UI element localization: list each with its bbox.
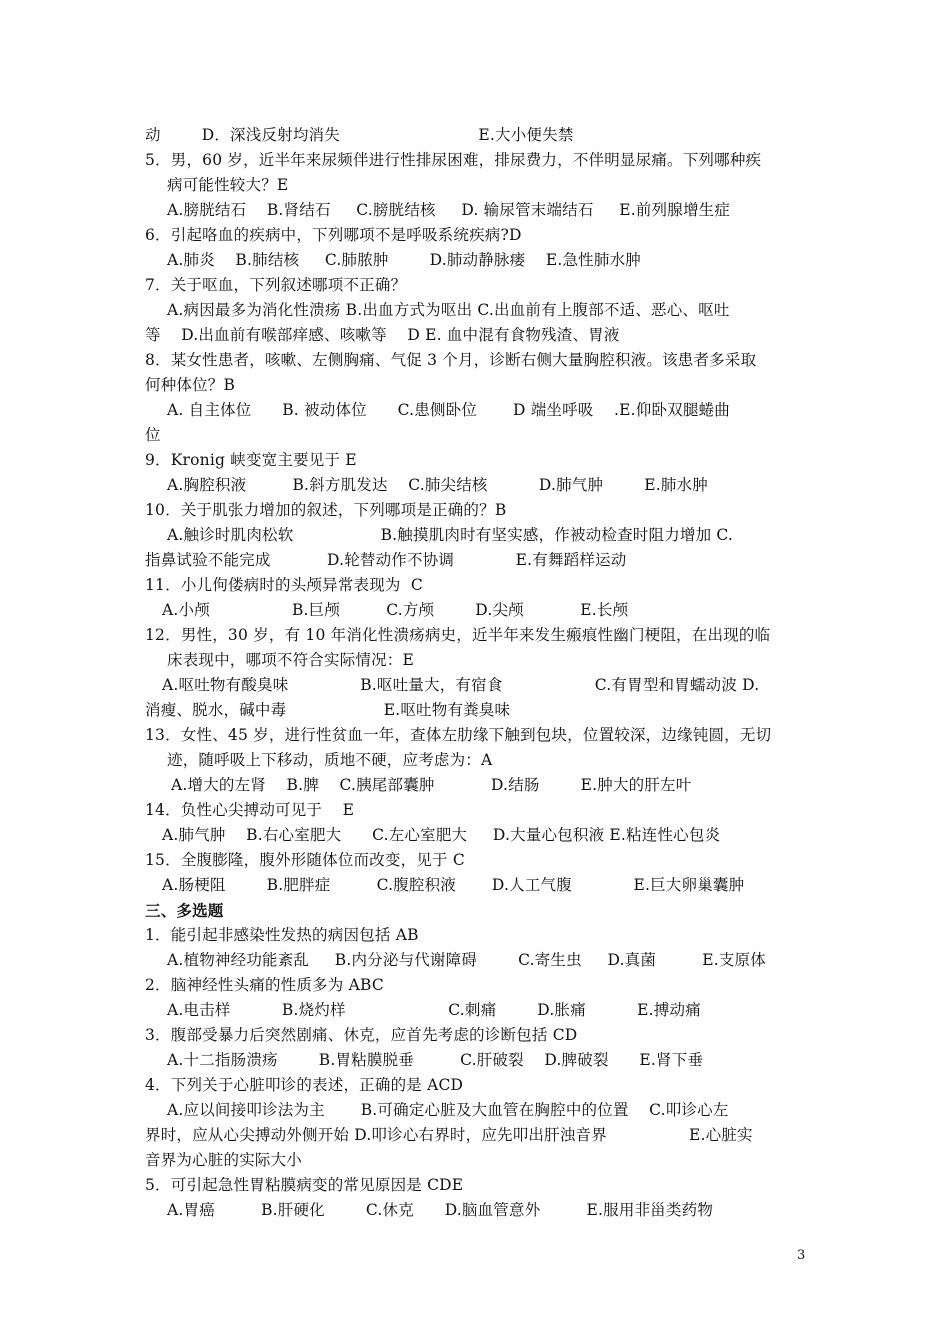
text-line: 界时，应从心尖搏动外侧开始 D.叩诊心右界时，应先叩出肝浊音界 E.心脏实 — [145, 1126, 753, 1144]
text-line: A.肺气肿 B.右心室肥大 C.左心室肥大 D.大量心包积液 E.粘连性心包炎 — [162, 826, 721, 844]
text-line: 6．引起咯血的疾病中，下列哪项不是呼吸系统疾病?D — [145, 226, 522, 244]
text-line: A.胃癌 B.肝硬化 C.休克 D.脑血管意外 E.服用非甾类药物 — [167, 1201, 714, 1219]
text-line: A.植物神经功能紊乱 B.内分泌与代谢障碍 C.寄生虫 D.真菌 E.支原体 — [167, 951, 766, 969]
text-line: 消瘦、脱水，碱中毒 E.呕吐物有粪臭味 — [145, 701, 511, 719]
text-line: 14．负性心尖搏动可见于 E — [145, 801, 355, 819]
text-line: A.肺炎 B.肺结核 C.肺脓肿 D.肺动静脉瘘 E.急性肺水肿 — [167, 251, 641, 269]
text-line: A.肠梗阻 B.肥胖症 C.腹腔积液 D.人工气腹 E.巨大卵巢囊肿 — [162, 876, 745, 894]
text-line: A.十二指肠溃疡 B.胃粘膜脱垂 C.肝破裂 D.脾破裂 E.肾下垂 — [167, 1051, 704, 1069]
text-line: 位 — [145, 426, 161, 444]
text-line: 病可能性较大？E — [167, 176, 289, 194]
text-line: A.应以间接叩诊法为主 B.可确定心脏及大血管在胸腔中的位置 C.叩诊心左 — [167, 1101, 729, 1119]
text-line: 2．脑神经性头痛的性质多为 ABC — [145, 976, 384, 994]
text-line: A.病因最多为消化性溃疡 B.出血方式为呕出 C.出血前有上腹部不适、恶心、呕吐 — [167, 301, 730, 319]
text-line: 15．全腹膨隆，腹外形随体位而改变，见于 C — [145, 851, 465, 869]
text-line: 8．某女性患者，咳嗽、左侧胸痛、气促 3 个月，诊断右侧大量胸腔积液。该患者多采取 — [145, 351, 757, 369]
text-line: 5．男，60 岁，近半年来尿频伴进行性排尿困难，排尿费力，不伴明显尿痛。下列哪种疾 — [145, 151, 762, 169]
text-line: A.膀胱结石 B.肾结石 C.膀胱结核 D. 输尿管末端结石 E.前列腺增生症 — [167, 201, 731, 219]
text-line: 13．女性、45 岁，进行性贫血一年，查体左肋缘下触到包块，位置较深，边缘钝圆，无切 — [145, 726, 772, 744]
text-line: 12．男性，30 岁，有 10 年消化性溃疡病史，近半年来发生瘢痕性幽门梗阻，在出现的临 — [145, 626, 771, 644]
text-line: 1．能引起非感染性发热的病因包括 AB — [145, 926, 419, 944]
section-heading: 三、多选题 — [145, 901, 224, 920]
page-body-text — [145, 123, 810, 1223]
text-line: 9．Kronig 峡变宽主要见于 E — [145, 451, 357, 469]
text-line: 何种体位？B — [145, 376, 236, 394]
text-line: 3．腹部受暴力后突然剧痛、休克，应首先考虑的诊断包括 CD — [145, 1026, 578, 1044]
text-line: A.呕吐物有酸臭味 B.呕吐量大，有宿食 C.有胃型和胃蠕动波 D. — [162, 676, 760, 694]
text-line: 床表现中，哪项不符合实际情况：E — [167, 651, 415, 669]
text-line: A.触诊时肌肉松软 B.触摸肌肉时有坚实感，作被动检查时阻力增加 C. — [167, 526, 734, 544]
page-number: 3 — [797, 1248, 806, 1263]
text-line: A.胸腔积液 B.斜方肌发达 C.肺尖结核 D.肺气肿 E.肺水肿 — [167, 476, 708, 494]
text-line: 7．关于呕血，下列叙述哪项不正确？ — [145, 276, 407, 294]
text-line: 5．可引起急性胃粘膜病变的常见原因是 CDE — [145, 1176, 464, 1194]
text-line: 音界为心脏的实际大小 — [145, 1151, 303, 1169]
text-line: 等 D.出血前有喉部痒感、咳嗽等 D E. 血中混有食物残渣、胃液 — [145, 326, 620, 344]
text-line: 迹，随呼吸上下移动，质地不硬，应考虑为：A — [167, 751, 493, 769]
text-line: A.增大的左肾 B.脾 C.胰尾部囊肿 D.结肠 E.肿大的肝左叶 — [171, 776, 692, 794]
text-line: 动 D．深浅反射均消失 E.大小便失禁 — [145, 126, 574, 144]
text-line: A.电击样 B.烧灼样 C.刺痛 D.胀痛 E.搏动痛 — [167, 1001, 701, 1019]
text-line: 4．下列关于心脏叩诊的表述，正确的是 ACD — [145, 1076, 464, 1094]
text-line: 指鼻试验不能完成 D.轮替动作不协调 E.有舞蹈样运动 — [145, 551, 627, 569]
text-line: 10．关于肌张力增加的叙述，下列哪项是正确的？B — [145, 501, 507, 519]
text-line: A.小颅 B.巨颅 C.方颅 D.尖颅 E.长颅 — [162, 601, 629, 619]
text-line: A. 自主体位 B. 被动体位 C.患侧卧位 D 端坐呼吸 .E.仰卧双腿蜷曲 — [167, 401, 730, 419]
text-line: 11．小儿佝偻病时的头颅异常表现为 C — [145, 576, 423, 594]
